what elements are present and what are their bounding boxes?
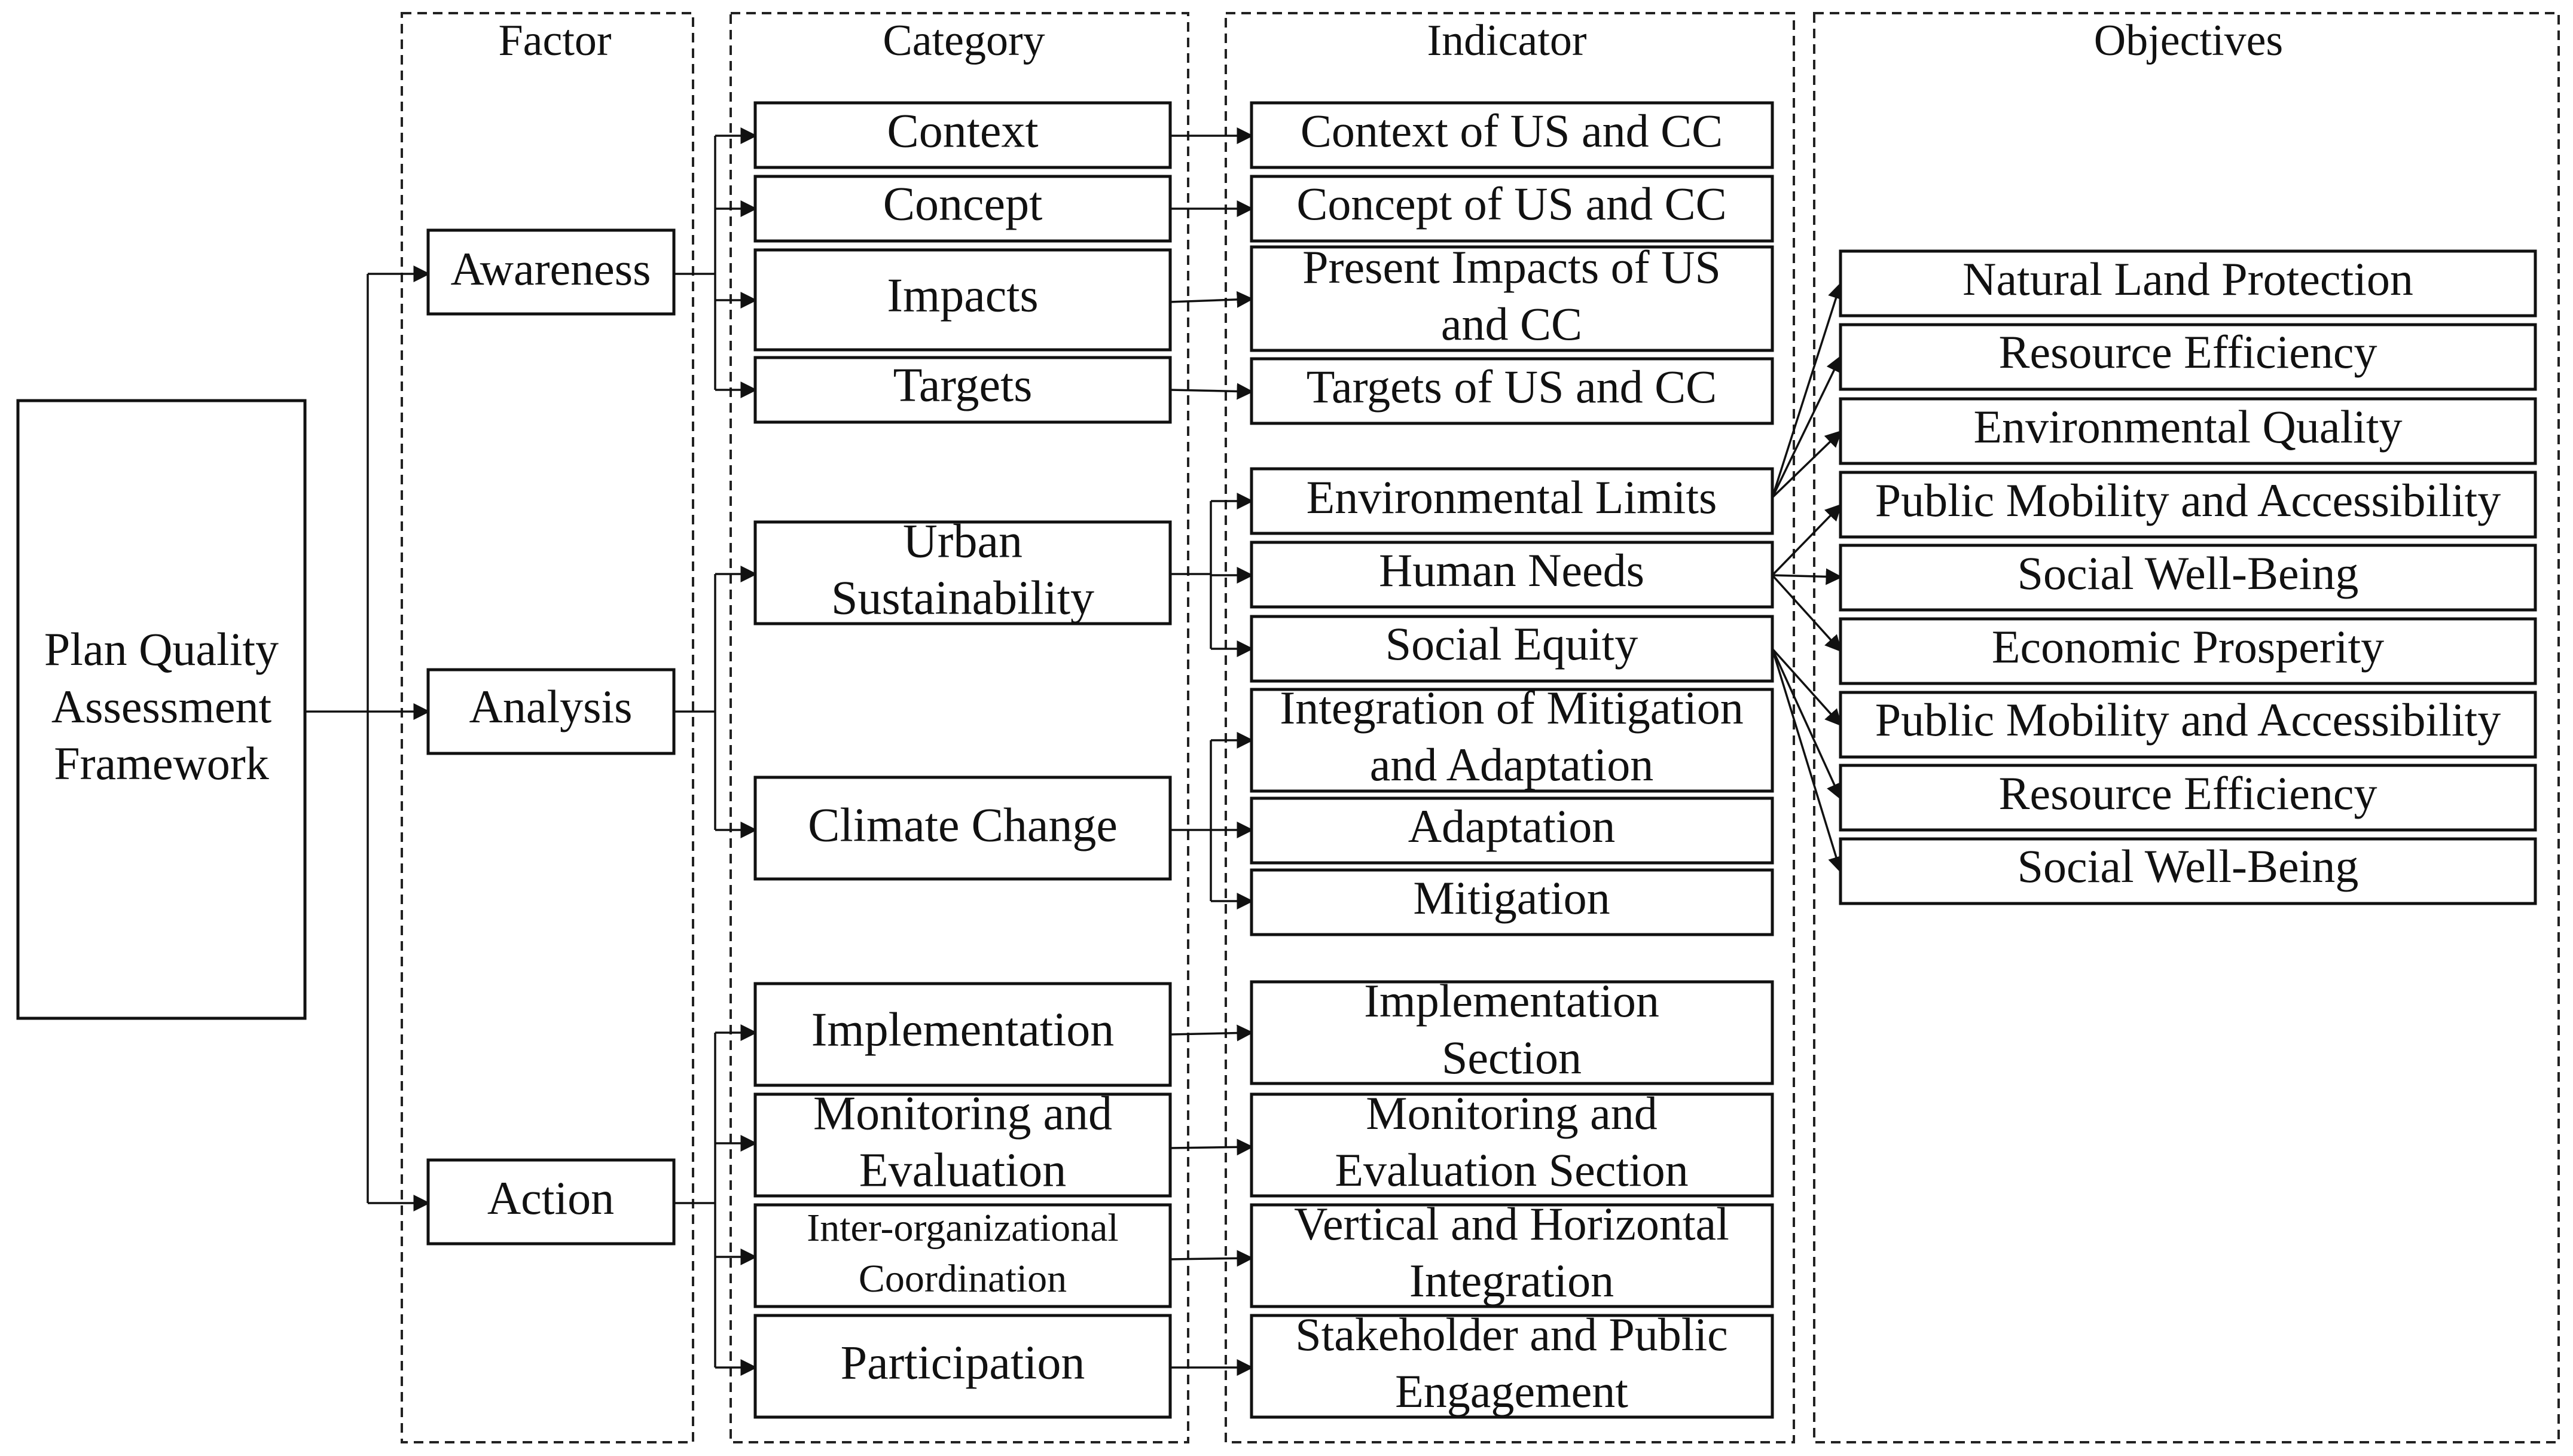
- objective-social-wellbeing-2-label: Social Well-Being: [2017, 840, 2359, 892]
- objective-economic-prosperity: [1841, 619, 2535, 683]
- objective-public-mobility-1: [1841, 472, 2535, 537]
- indicator-integration-line-1: Integration of Mitigation: [1280, 681, 1744, 734]
- objective-social-wellbeing-2: [1841, 839, 2535, 903]
- factor-analysis-label: Analysis: [469, 680, 633, 732]
- indicator-vertical-line-1: Vertical and Horizontal: [1294, 1197, 1729, 1250]
- root-label-line-2: Assessment: [51, 680, 272, 732]
- category-impacts: [755, 250, 1170, 350]
- objective-public-mobility-2-label: Public Mobility and Accessibility: [1875, 693, 2501, 746]
- factor-awareness: [428, 230, 674, 314]
- category-concept: [755, 176, 1170, 241]
- category-climate-change: [755, 777, 1170, 879]
- category-inter-organizational-coordination: [755, 1205, 1170, 1307]
- indicator-concept: [1252, 176, 1772, 241]
- category-implementation: [755, 984, 1170, 1085]
- category-targets: [755, 358, 1170, 422]
- indicator-stakeholder-line-1: Stakeholder and Public: [1295, 1308, 1728, 1360]
- category-context-label: Context: [887, 105, 1039, 158]
- indicator-implementation-section: [1252, 975, 1772, 1083]
- root-label-line-1: Plan Quality: [44, 622, 279, 675]
- category-monitoring-line-1: Monitoring and: [813, 1087, 1112, 1140]
- objective-public-mobility-1-label: Public Mobility and Accessibility: [1875, 474, 2501, 526]
- indicator-adaptation: [1252, 798, 1772, 863]
- category-concept-label: Concept: [883, 178, 1043, 231]
- objective-natural-land-protection: [1841, 251, 2535, 316]
- category-implementation-label: Implementation: [811, 1003, 1115, 1057]
- category-impacts-label: Impacts: [887, 269, 1039, 322]
- objective-social-wellbeing-1-label: Social Well-Being: [2017, 547, 2359, 599]
- indicator-header: Indicator: [1427, 16, 1587, 65]
- indicator-monitoring-line-2: Evaluation Section: [1335, 1143, 1689, 1196]
- objective-resource-efficiency-1: [1841, 325, 2535, 389]
- root-node: [18, 401, 305, 1018]
- objective-environmental-quality-label: Environmental Quality: [1973, 400, 2403, 453]
- indicator-integration: [1252, 682, 1772, 791]
- indicator-context-label: Context of US and CC: [1300, 104, 1723, 157]
- objective-natural-land-label: Natural Land Protection: [1962, 252, 2413, 305]
- indicator-monitoring-line-1: Monitoring and: [1366, 1086, 1658, 1139]
- indicator-impacts-line-2: and CC: [1440, 297, 1583, 350]
- indicator-implementation-line-2: Section: [1442, 1031, 1582, 1083]
- category-inter-org-line-2: Coordination: [858, 1257, 1067, 1301]
- objective-economic-prosperity-label: Economic Prosperity: [1991, 620, 2385, 673]
- category-targets-label: Targets: [893, 359, 1033, 412]
- objectives-header: Objectives: [2093, 16, 2284, 65]
- factor-action-label: Action: [487, 1171, 615, 1224]
- indicator-environmental-limits: [1252, 469, 1772, 533]
- indicator-stakeholder-line-2: Engagement: [1395, 1365, 1628, 1417]
- indicator-vertical-horizontal: [1252, 1198, 1772, 1307]
- objective-public-mobility-2: [1841, 692, 2535, 757]
- indicator-adaptation-label: Adaptation: [1408, 799, 1616, 852]
- category-urban-sustainability-line-2: Sustainability: [831, 572, 1094, 625]
- indicator-human-needs-label: Human Needs: [1378, 544, 1645, 596]
- category-urban-sustainability: [755, 515, 1170, 624]
- objective-resource-efficiency-2-label: Resource Efficiency: [1998, 767, 2377, 819]
- category-context: [755, 103, 1170, 167]
- indicator-monitoring-section: [1252, 1087, 1772, 1196]
- factor-action: [428, 1160, 674, 1244]
- indicator-vertical-line-2: Integration: [1409, 1254, 1614, 1307]
- indicator-implementation-line-1: Implementation: [1364, 974, 1659, 1027]
- indicator-impacts-line-1: Present Impacts of US: [1302, 240, 1721, 293]
- factor-header: Factor: [498, 16, 612, 65]
- objective-resource-efficiency-1-label: Resource Efficiency: [1998, 325, 2377, 378]
- factor-awareness-label: Awareness: [450, 242, 651, 295]
- indicator-integration-line-2: and Adaptation: [1369, 738, 1654, 790]
- root-label-line-3: Framework: [54, 737, 269, 789]
- category-monitoring-evaluation: [755, 1087, 1170, 1196]
- category-monitoring-line-2: Evaluation: [859, 1144, 1067, 1197]
- category-header: Category: [883, 16, 1045, 65]
- category-participation-label: Participation: [840, 1336, 1085, 1390]
- indicator-mitigation: [1252, 870, 1772, 935]
- category-inter-org-line-1: Inter-organizational: [807, 1206, 1119, 1250]
- indicator-social-equity: [1252, 616, 1772, 681]
- category-urban-sustainability-line-1: Urban: [903, 515, 1023, 568]
- indicator-impacts: [1252, 241, 1772, 350]
- indicator-human-needs: [1252, 542, 1772, 607]
- indicator-stakeholder: [1252, 1308, 1772, 1417]
- objective-social-wellbeing-1: [1841, 545, 2535, 610]
- indicator-targets-label: Targets of US and CC: [1306, 360, 1717, 413]
- category-climate-change-label: Climate Change: [808, 799, 1118, 852]
- indicator-context: [1252, 103, 1772, 167]
- objective-resource-efficiency-2: [1841, 765, 2535, 830]
- indicator-concept-label: Concept of US and CC: [1296, 177, 1727, 230]
- objective-environmental-quality: [1841, 399, 2535, 463]
- category-participation: [755, 1315, 1170, 1417]
- indicator-environmental-limits-label: Environmental Limits: [1306, 471, 1717, 523]
- factor-analysis: [428, 670, 674, 753]
- indicator-targets: [1252, 359, 1772, 423]
- indicator-social-equity-label: Social Equity: [1385, 617, 1638, 670]
- indicator-mitigation-label: Mitigation: [1413, 871, 1610, 924]
